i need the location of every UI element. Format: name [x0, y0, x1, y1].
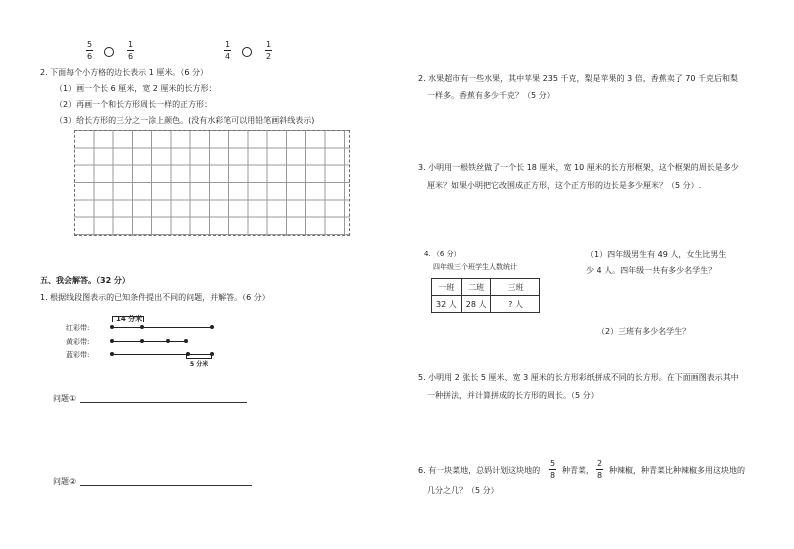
problem-1-label: 问题① [53, 394, 77, 403]
right-question-3-line-2: 厘米？如果小明把它改围成正方形，这个正方形的边长是多少厘米？（5 分）. [427, 181, 702, 190]
table-row [432, 296, 540, 313]
fraction-c [224, 40, 231, 61]
diagram-row-2-label: 黄彩带: [66, 338, 90, 346]
right-question-6-start: 6. 有一块菜地，总妈计划这块地的 [418, 466, 541, 475]
fraction-b-denominator: 6 [127, 52, 134, 61]
right-question-5-line-2: 一种拼法，并计算拼成的长方形的周长。（5 分） [427, 391, 599, 400]
class-count-table [431, 278, 540, 313]
fraction-d-numerator: 1 [265, 40, 272, 49]
table-header-cell: 一班 [432, 279, 462, 296]
fraction-b [127, 40, 134, 61]
table-header-cell: 二班 [461, 279, 491, 296]
red-ribbon-mark [140, 325, 144, 329]
right-question-6-line-2: 几分之几？（5 分） [427, 486, 499, 495]
question-2-title: 2. 下面每个小方格的边长表示 1 厘米。（6 分） [40, 68, 208, 77]
fraction-c-numerator: 1 [224, 40, 231, 49]
table-header-cell: 三班 [491, 279, 540, 296]
yellow-ribbon-end [184, 339, 188, 343]
right-question-4-title: 4. （6 分） [424, 250, 461, 258]
section-5-heading: 五、我会解答。（32 分） [40, 276, 130, 285]
q4-part-1-line-2: 少 4 人。四年级一共有多少名学生？ [586, 266, 717, 275]
red-ribbon-start [110, 325, 114, 329]
fraction-d-denominator: 2 [265, 52, 272, 61]
question-2-part-1: （1）画一个长 6 厘米，宽 2 厘米的长方形： [55, 84, 217, 93]
blue-ribbon-start [110, 352, 114, 356]
table-cell: 28 人 [461, 296, 491, 313]
fraction-c-denominator: 4 [224, 52, 231, 61]
right-question-6-end: 种辣椒，种青菜比种辣椒多用这块地的 [609, 466, 745, 475]
compare-circle-1[interactable] [104, 47, 114, 57]
q6-fraction-2 [596, 459, 603, 480]
diagram-top-label: 14 分米 [116, 315, 143, 323]
question-2-part-2: （2）再画一个和长方形周长一样的正方形： [55, 100, 213, 109]
diagram-row-3-label: 蓝彩带: [66, 351, 90, 359]
q4-part-2: （2）三班有多少名学生？ [597, 327, 691, 336]
table-header-row [432, 279, 540, 296]
q4-part-1-line-1: （1）四年级男生有 49 人，女生比男生 [586, 250, 727, 259]
q6-fraction-2-denominator: 8 [596, 471, 603, 480]
q6-fraction-1-numerator: 5 [549, 459, 556, 468]
fraction-a [86, 40, 93, 61]
right-question-3-line-1: 3. 小明用一根铁丝做了一个长 18 厘米，宽 10 厘米的长方形框架，这个框架的周长是多少 [418, 163, 739, 172]
table-title: 四年级三个班学生人数统计 [433, 263, 517, 271]
table-cell: 32 人 [432, 296, 462, 313]
diagram-row-1-label: 红彩带: [66, 324, 90, 332]
drawing-grid[interactable] [74, 130, 350, 236]
fraction-a-numerator: 5 [86, 40, 93, 49]
question-2-part-3: （3）给长方形的三分之一涂上颜色。(没有水彩笔可以用铅笔画斜线表示) [55, 116, 315, 125]
diagram-bottom-label: 5 分米 [190, 361, 209, 368]
right-question-2-line-2: 一样多。香蕉有多少千克？（5 分） [427, 91, 555, 100]
q6-fraction-1-denominator: 8 [549, 471, 556, 480]
fraction-b-numerator: 1 [127, 40, 134, 49]
yellow-ribbon-segment [112, 341, 186, 342]
table-cell: ? 人 [491, 296, 540, 313]
section-5-question-1: 1. 根据线段图表示的已知条件提出不同的问题，并解答。（6 分） [40, 293, 270, 302]
problem-1-answer-line[interactable] [80, 402, 247, 403]
problem-2-label: 问题② [53, 477, 77, 486]
fraction-d [265, 40, 272, 61]
red-ribbon-segment [112, 327, 212, 328]
right-question-6-mid: 种青菜， [562, 466, 594, 475]
fraction-a-denominator: 6 [86, 52, 93, 61]
red-ribbon-end [210, 325, 214, 329]
top-brace [112, 316, 144, 322]
problem-2-answer-line[interactable] [80, 485, 252, 486]
yellow-ribbon-start [110, 339, 114, 343]
q6-fraction-1 [549, 459, 556, 480]
right-question-5-line-1: 5. 小明用 2 张长 5 厘米、宽 3 厘米的长方形彩纸拼成不同的长方形。在下面画图表示其中 [418, 373, 739, 382]
yellow-ribbon-mark-1 [140, 339, 144, 343]
compare-circle-2[interactable] [242, 47, 252, 57]
right-question-2-line-1: 2. 水果超市有一些水果，其中苹果 235 千克，梨是苹果的 3 倍，香蕉卖了 70 千克后和梨 [418, 74, 738, 83]
yellow-ribbon-mark-2 [166, 339, 170, 343]
q6-fraction-2-numerator: 2 [596, 459, 603, 468]
